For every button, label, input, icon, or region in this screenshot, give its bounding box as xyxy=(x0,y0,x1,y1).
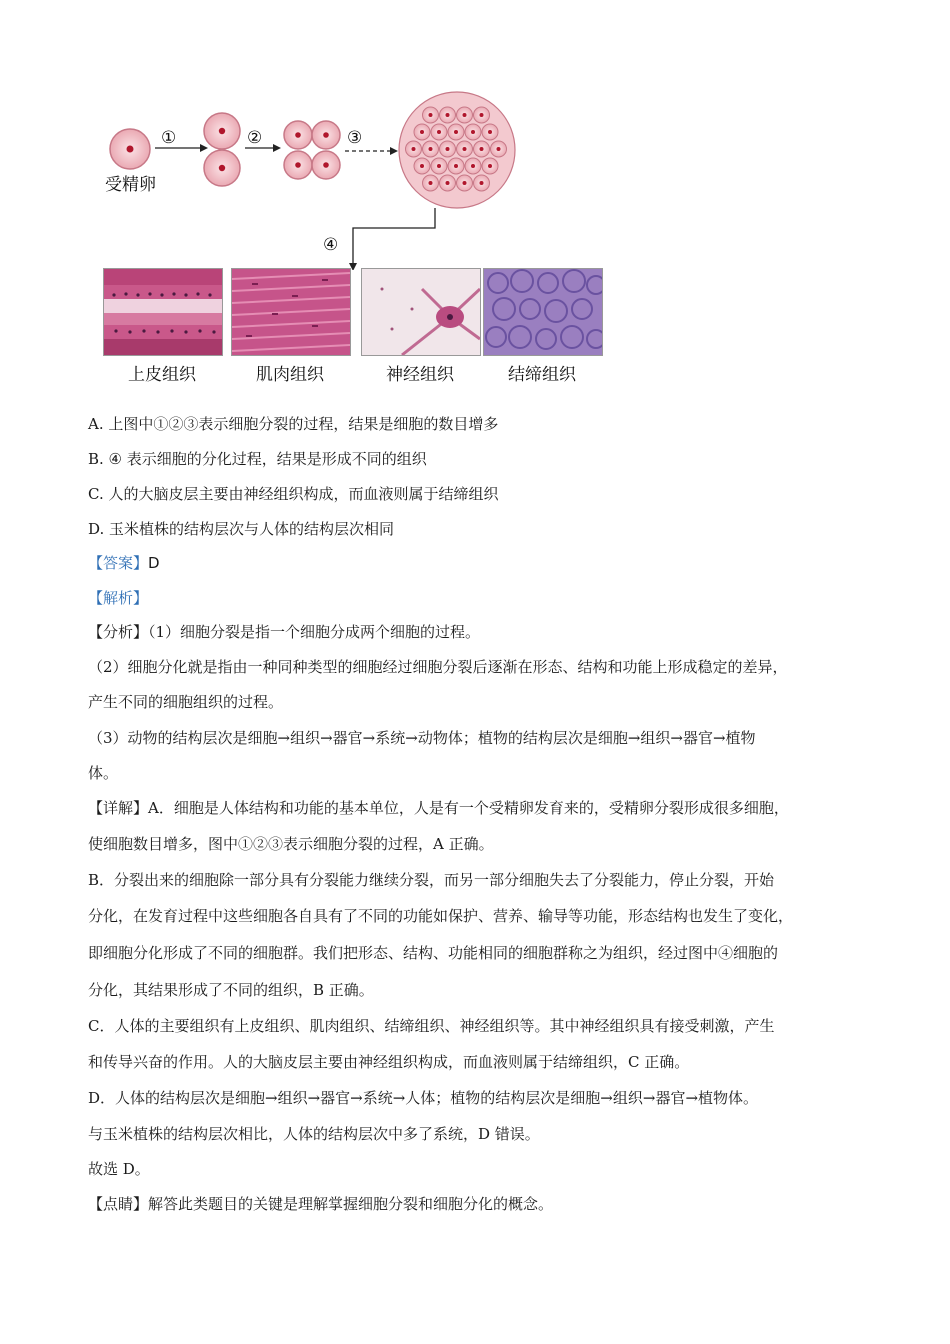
step-4-label: ④ xyxy=(323,235,339,255)
cluster-cell-nucleus xyxy=(463,181,467,185)
detail-a2: 使细胞数目增多，图中①②③表示细胞分裂的过程，A 正确。 xyxy=(88,835,494,853)
cluster-cell-nucleus xyxy=(454,164,458,168)
nerve-tissue-image xyxy=(361,268,481,356)
answer-tag: 【答案】 xyxy=(88,554,149,572)
cluster-cell-nucleus xyxy=(446,147,450,151)
cluster-cell-nucleus xyxy=(446,113,450,117)
cluster-cell-nucleus xyxy=(454,130,458,134)
analysis-tag: 【解析】 xyxy=(88,589,149,607)
detail-line-1 xyxy=(88,797,789,818)
tissue-label-nerve: 神经组织 xyxy=(386,365,454,385)
detail-b2: 分化，在发育过程中这些细胞各自具有了不同的功能如保护、营养、输导等功能，形态结构也发生了变化， xyxy=(88,907,794,925)
detail-conclusion: 故选 D。 xyxy=(88,1160,150,1178)
detail-d1: D．人体的结构层次是细胞→组织→器官→系统→人体；植物的结构层次是细胞→组织→器官→植物体。 xyxy=(88,1089,759,1107)
cluster-cell-nucleus xyxy=(446,181,450,185)
epithelial-tissue-image xyxy=(103,268,223,356)
cluster-cell-nucleus xyxy=(420,164,424,168)
cluster-cell-nucleus xyxy=(463,113,467,117)
cluster-cell-nucleus xyxy=(480,113,484,117)
fenxi-tag: 【分析】 xyxy=(88,623,149,641)
cell-division-diagram xyxy=(95,80,615,270)
tissue-label-epithelial: 上皮组织 xyxy=(128,365,196,385)
cluster-cell-nucleus xyxy=(437,164,441,168)
cluster-cell-nucleus xyxy=(480,147,484,151)
cluster-cell-nucleus xyxy=(497,147,501,151)
detail-b1: B．分裂出来的细胞除一部分具有分裂能力继续分裂，而另一部分细胞失去了分裂能力，停止分裂，开始 xyxy=(88,871,775,889)
option-d: D. 玉米植株的结构层次与人体的结构层次相同 xyxy=(88,520,395,538)
detail-a1: A．细胞是人体结构和功能的基本单位，人是有一个受精卵发育来的，受精卵分裂形成很多细胞， xyxy=(148,799,789,817)
detail-d2: 与玉米植株的结构层次相比，人体的结构层次中多了系统，D 错误。 xyxy=(88,1125,540,1143)
cluster-cell-nucleus xyxy=(437,130,441,134)
cluster-cell-nucleus xyxy=(429,113,433,117)
multi-cell-cluster xyxy=(399,92,515,208)
answer-line xyxy=(88,552,160,573)
arrow-4 xyxy=(353,208,435,263)
four-cell-stage xyxy=(284,121,340,179)
detail-b4: 分化，其结果形成了不同的组织，B 正确。 xyxy=(88,981,374,999)
answer-value: D xyxy=(148,554,160,572)
step-2-label: ② xyxy=(247,128,263,148)
cluster-cell-nucleus xyxy=(429,147,433,151)
fertilized-egg xyxy=(110,129,150,169)
step-1-label: ① xyxy=(161,128,177,148)
cluster-cell-nucleus xyxy=(471,164,475,168)
connective-tissue-image xyxy=(483,268,603,356)
muscle-tissue-image xyxy=(231,268,351,356)
dianjing-tag: 【点睛】 xyxy=(88,1195,149,1213)
option-b: B. ④ 表示细胞的分化过程，结果是形成不同的组织 xyxy=(88,450,427,468)
two-cell-stage xyxy=(204,113,240,186)
cluster-cell-nucleus xyxy=(420,130,424,134)
detail-b3: 即细胞分化形成了不同的细胞群。我们把形态、结构、功能相同的细胞群称之为组织，经过图中④细胞的 xyxy=(88,944,779,962)
cluster-cell-nucleus xyxy=(471,130,475,134)
detail-c2: 和传导兴奋的作用。人的大脑皮层主要由神经组织构成，而血液则属于结缔组织，C 正确。 xyxy=(88,1053,690,1071)
tissue-label-connective: 结缔组织 xyxy=(508,365,576,385)
fenxi-p2a: （2）细胞分化就是指由一种同种类型的细胞经过细胞分裂后逐渐在形态、结构和功能上形成稳定的差异， xyxy=(88,658,788,676)
detail-c1: C．人体的主要组织有上皮组织、肌肉组织、结缔组织、神经组织等。其中神经组织具有接受刺激，产生 xyxy=(88,1017,775,1035)
option-c: C. 人的大脑皮层主要由神经组织构成，而血液则属于结缔组织 xyxy=(88,485,499,503)
fertilized-egg-label: 受精卵 xyxy=(105,175,156,195)
dianjing-text: 解答此类题目的关键是理解掌握细胞分裂和细胞分化的概念。 xyxy=(148,1195,554,1213)
fenxi-p2b: 产生不同的细胞组织的过程。 xyxy=(88,693,284,711)
fenxi-p1: （1）细胞分裂是指一个细胞分成两个细胞的过程。 xyxy=(148,623,481,641)
cell-development-figure xyxy=(95,80,615,390)
step-3-label: ③ xyxy=(347,128,363,148)
cluster-cell-nucleus xyxy=(480,181,484,185)
dianjing-line xyxy=(88,1193,553,1214)
cluster-cell-nucleus xyxy=(488,130,492,134)
option-a: A. 上图中①②③表示细胞分裂的过程，结果是细胞的数目增多 xyxy=(88,415,499,433)
fenxi-p3a: （3）动物的结构层次是细胞→组织→器官→系统→动物体；植物的结构层次是细胞→组织→器官→植物 xyxy=(88,729,756,747)
cluster-cell-nucleus xyxy=(488,164,492,168)
fenxi-line-1 xyxy=(88,621,480,642)
fenxi-p3b: 体。 xyxy=(88,764,119,782)
cluster-cell-nucleus xyxy=(429,181,433,185)
cluster-cell-nucleus xyxy=(463,147,467,151)
tissue-label-muscle: 肌肉组织 xyxy=(256,365,324,385)
detail-tag: 【详解】 xyxy=(88,799,149,817)
cluster-cell-nucleus xyxy=(412,147,416,151)
